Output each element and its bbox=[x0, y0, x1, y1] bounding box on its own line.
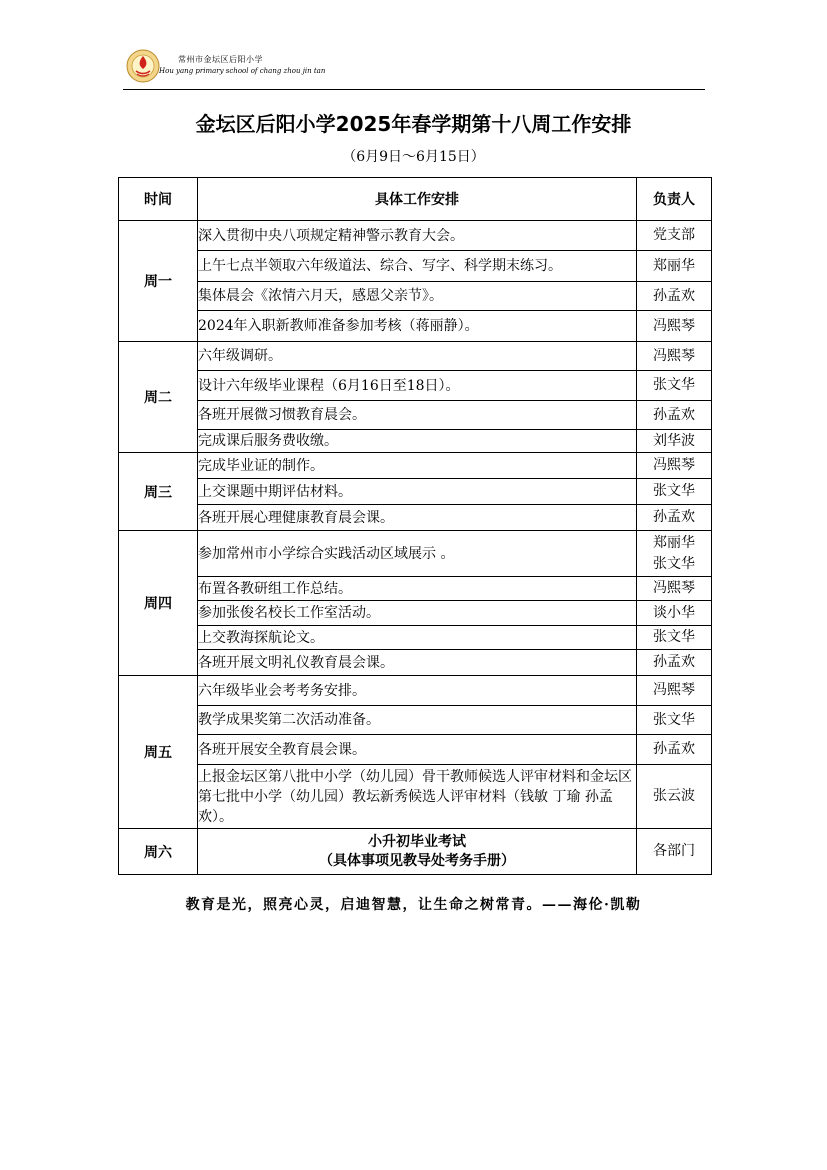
owner-cell: 各部门 bbox=[637, 829, 712, 875]
header-time: 时间 bbox=[119, 178, 198, 221]
task-cell: 六年级毕业会考考务安排。 bbox=[198, 676, 637, 706]
owner-name: 郑丽华 bbox=[653, 534, 695, 551]
owner-name: 张文华 bbox=[653, 555, 695, 572]
owner-cell bbox=[637, 601, 712, 626]
table-row bbox=[119, 311, 712, 342]
date-range: （6月9日～6月15日） bbox=[342, 149, 485, 165]
owner-name: 张文华 bbox=[653, 629, 695, 645]
owner-cell bbox=[637, 251, 712, 282]
task-cell: 设计六年级毕业课程（6月16日至18日）。 bbox=[198, 371, 637, 401]
owner-cell bbox=[637, 626, 712, 650]
header-owner: 负责人 bbox=[637, 178, 712, 221]
owner-cell bbox=[637, 706, 712, 735]
day-cell: 周二 bbox=[119, 342, 198, 453]
table-row bbox=[119, 221, 712, 251]
owner-name: 张文华 bbox=[653, 377, 695, 393]
task-cell: 集体晨会《浓情六月天，感恩父亲节》。 bbox=[198, 282, 637, 311]
owner-cell bbox=[637, 531, 712, 577]
task-cell: 深入贯彻中央八项规定精神警示教育大会。 bbox=[198, 221, 637, 251]
task-cell: 参加张俊名校长工作室活动。 bbox=[198, 601, 637, 626]
owner-cell bbox=[637, 311, 712, 342]
schedule-table bbox=[118, 177, 712, 875]
table-header-row bbox=[119, 178, 712, 221]
table-row bbox=[119, 577, 712, 601]
day-cell: 周一 bbox=[119, 221, 198, 342]
owner-cell bbox=[637, 371, 712, 401]
owner-cell bbox=[637, 430, 712, 453]
task-cell: 上交课题中期评估材料。 bbox=[198, 479, 637, 505]
owner-cell bbox=[637, 577, 712, 601]
owner-name: 郑丽华 bbox=[653, 257, 695, 274]
owner-name: 冯熙琴 bbox=[653, 682, 695, 698]
day-cell: 周五 bbox=[119, 676, 198, 829]
table-row bbox=[119, 371, 712, 401]
owner-name: 孙孟欢 bbox=[653, 406, 695, 423]
owner-name: 孙孟欢 bbox=[653, 741, 695, 757]
school-logo-icon bbox=[126, 49, 160, 83]
owner-name: 张云波 bbox=[653, 788, 695, 804]
owner-name: 党支部 bbox=[653, 227, 695, 243]
schedule-body bbox=[119, 221, 712, 875]
table-row bbox=[119, 531, 712, 577]
task-cell: 上午七点半领取六年级道法、综合、写字、科学期末练习。 bbox=[198, 251, 637, 282]
table-row bbox=[119, 505, 712, 531]
owner-cell bbox=[637, 221, 712, 251]
task-cell: 参加常州市小学综合实践活动区域展示 。 bbox=[198, 531, 637, 577]
table-row bbox=[119, 735, 712, 765]
owner-name: 冯熙琴 bbox=[653, 580, 695, 596]
owner-cell bbox=[637, 650, 712, 676]
table-row bbox=[119, 601, 712, 626]
owner-cell bbox=[637, 342, 712, 371]
owner-name: 孙孟欢 bbox=[653, 509, 695, 525]
table-row-saturday bbox=[119, 829, 712, 875]
owner-name: 孙孟欢 bbox=[653, 287, 695, 304]
page-title: 金坛区后阳小学2025年春学期第十八周工作安排 bbox=[195, 112, 632, 136]
table-row bbox=[119, 765, 712, 829]
day-cell: 周四 bbox=[119, 531, 198, 676]
owner-name: 张文华 bbox=[653, 483, 695, 499]
task-cell: 各班开展文明礼仪教育晨会课。 bbox=[198, 650, 637, 676]
owner-cell bbox=[637, 453, 712, 479]
task-cell: 完成毕业证的制作。 bbox=[198, 453, 637, 479]
owner-cell bbox=[637, 505, 712, 531]
owner-cell bbox=[637, 282, 712, 311]
task-cell: 2024年入职新教师准备参加考核（蒋丽静）。 bbox=[198, 311, 637, 342]
task-cell: 布置各教研组工作总结。 bbox=[198, 577, 637, 601]
task-cell: 教学成果奖第二次活动准备。 bbox=[198, 706, 637, 735]
owner-cell bbox=[637, 479, 712, 505]
table-row bbox=[119, 626, 712, 650]
table-row bbox=[119, 676, 712, 706]
school-name-cn: 常州市金坛区后阳小学 bbox=[178, 55, 263, 64]
owner-cell bbox=[637, 676, 712, 706]
owner-cell bbox=[637, 401, 712, 430]
task-cell: 上报金坛区第八批中小学（幼儿园）骨干教师候选人评审材料和金坛区第七批中小学（幼儿园）教坛新秀候选人评审材料（钱敏 丁瑜 孙孟欢）。 bbox=[198, 765, 637, 829]
owner-cell bbox=[637, 765, 712, 829]
letterhead bbox=[123, 46, 705, 90]
table-row bbox=[119, 282, 712, 311]
header-task: 具体工作安排 bbox=[198, 178, 637, 221]
task-line: （具体事项见教导处考务手册） bbox=[319, 852, 515, 869]
task-cell: 上交教海探航论文。 bbox=[198, 626, 637, 650]
table-row bbox=[119, 401, 712, 430]
owner-name: 冯熙琴 bbox=[653, 347, 695, 364]
owner-name: 刘华波 bbox=[653, 432, 695, 449]
table-row bbox=[119, 706, 712, 735]
owner-name: 谈小华 bbox=[653, 604, 695, 621]
task-line: 小升初毕业考试 bbox=[368, 833, 466, 850]
task-cell: 完成课后服务费收缴。 bbox=[198, 430, 637, 453]
owner-cell bbox=[637, 735, 712, 765]
task-cell: 各班开展安全教育晨会课。 bbox=[198, 735, 637, 765]
footer-quote: 教育是光，照亮心灵，启迪智慧，让生命之树常青。——海伦·凯勒 bbox=[185, 897, 642, 913]
table-row bbox=[119, 251, 712, 282]
owner-name: 冯熙琴 bbox=[653, 457, 695, 473]
school-name-en: Hou yang primary school of chang zhou jin tan bbox=[159, 67, 326, 75]
owner-name: 冯熙琴 bbox=[653, 317, 695, 334]
table-row bbox=[119, 430, 712, 453]
task-cell: 各班开展微习惯教育晨会。 bbox=[198, 401, 637, 430]
table-row bbox=[119, 453, 712, 479]
task-cell bbox=[198, 829, 637, 875]
task-cell: 各班开展心理健康教育晨会课。 bbox=[198, 505, 637, 531]
table-row bbox=[119, 650, 712, 676]
table-row bbox=[119, 479, 712, 505]
day-cell: 周六 bbox=[119, 829, 198, 875]
header-divider bbox=[123, 89, 705, 90]
owner-name: 孙孟欢 bbox=[653, 654, 695, 670]
day-cell: 周三 bbox=[119, 453, 198, 531]
table-row bbox=[119, 342, 712, 371]
task-cell: 六年级调研。 bbox=[198, 342, 637, 371]
owner-name: 张文华 bbox=[653, 711, 695, 728]
